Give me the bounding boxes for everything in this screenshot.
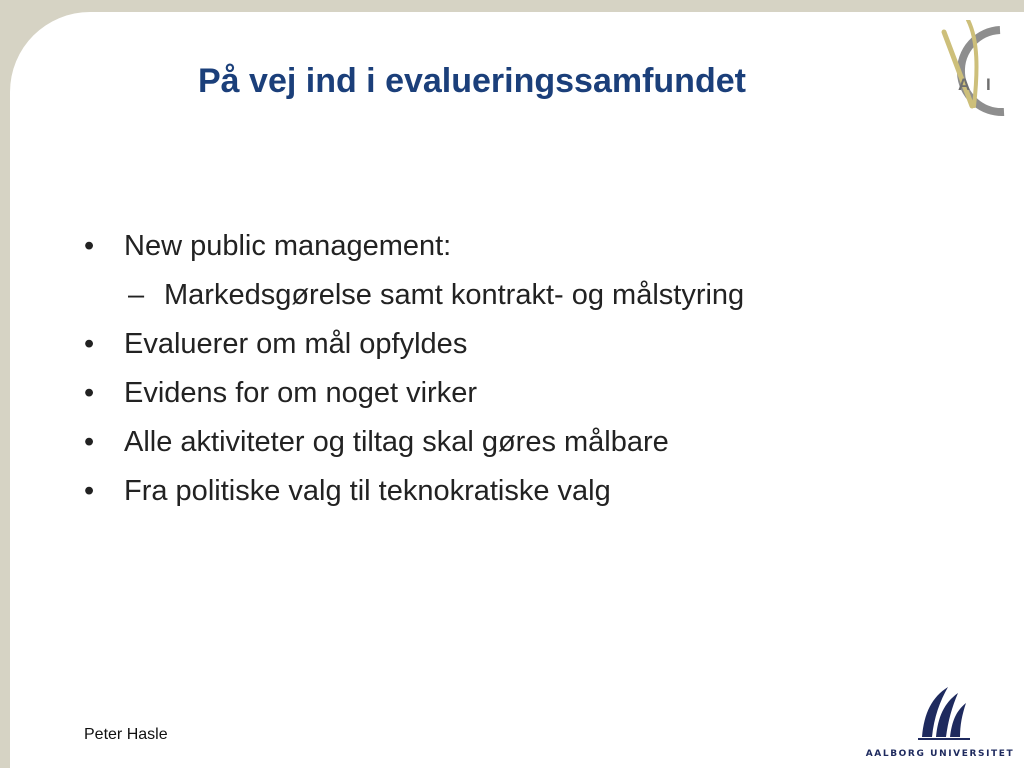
bullet-marker: • [84, 328, 95, 360]
university-seal-icon [918, 683, 970, 741]
bullet-text: Evidens for om noget virker [124, 377, 477, 409]
bullet-item [84, 320, 964, 369]
bullet-marker: • [84, 377, 95, 409]
bullet-text: Alle aktiviteter og tiltag skal gøres målbare [124, 426, 669, 458]
cai-letter-i: I [986, 75, 991, 94]
bullet-marker: • [84, 426, 95, 458]
slide-title: På vej ind i evalueringssamfundet [198, 62, 746, 100]
bullet-marker: • [84, 230, 95, 262]
bullet-item [84, 369, 964, 418]
sub-bullet-marker: – [128, 279, 145, 311]
bullet-text: New public management: [124, 230, 452, 262]
bullet-marker: • [84, 475, 95, 507]
bullet-item [84, 418, 964, 467]
sub-bullet-item [84, 271, 964, 320]
university-name: AALBORG UNIVERSITET [865, 749, 1015, 759]
bullet-item [84, 222, 964, 271]
bullet-text: Fra politiske valg til teknokratiske valg [124, 475, 611, 507]
footer-author: Peter Hasle [84, 726, 168, 743]
bullet-list [84, 222, 964, 516]
bullet-item [84, 467, 964, 516]
cai-logo [928, 20, 1018, 130]
sub-bullet-text: Markedsgørelse samt kontrakt- og målstyring [164, 279, 745, 311]
cai-letter-a: A [958, 75, 971, 94]
bullet-text: Evaluerer om mål opfyldes [124, 328, 468, 360]
